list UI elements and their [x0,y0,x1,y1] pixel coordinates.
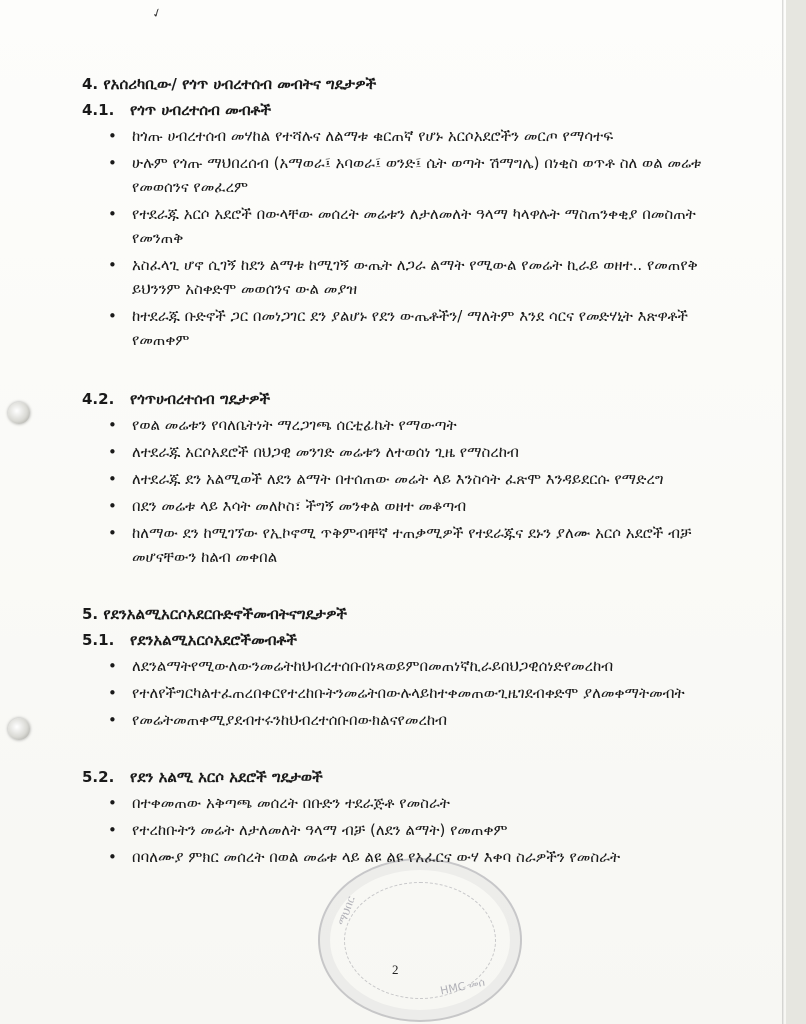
official-stamp [318,858,522,1022]
page-number: 2 [392,962,399,977]
section-number: 5.1. [82,631,115,649]
section-title: የደን አልሚ አርሶ አደሮች ግዴታወች [130,768,323,786]
list-item: • ከተደራጁ ቡድኖች ጋር በመነጋገር ደን ያልሆኑ የደን ውጤቶችን/ ማለትም እንደ ሳርና የመድሃኒት እጽዋቶች የመጠቀም [82,304,742,352]
section-5-2-heading [82,765,742,789]
section-5-1-list [82,654,742,732]
list-item: • ከለማው ደን ከሚገኘው የኢኮኖሚ ጥቅምብቸኛ ተጠቃሚዎች የተደራጁና ደኑን ያለሙ አርሶ አደሮች ብቻ መሆናቸውን ከልብ መቀበል [82,521,742,569]
section-title: የጎጥ ሀብረተሰብ መብቶች [130,101,272,119]
section-4-1-list [82,124,742,352]
pen-mark: ✓ [149,4,165,22]
section-4-1-heading [82,98,742,122]
list-item: • የወል መሬቱን የባለቤትነት ማረጋገጫ ሰርቲፊኬት የማውጣት [82,413,742,437]
list-item: • በደን መሬቱ ላይ እሳት መለኮስ፣ ችግኝ መንቀል ወዘተ መቆጣብ [82,494,742,518]
punch-hole-bottom [8,718,30,740]
punch-hole-top [8,402,30,424]
section-title: የደንአልሚአርሶአደሮችመብቶች [130,631,297,649]
list-item: • የተረከቡትን መሬት ለታለመለት ዓላማ ብቻ (ለደን ልማት) የመጠቀም [82,818,742,842]
list-item: • ሁሉም የጎጡ ማህበረሰብ (አማወራ፤ አባወራ፤ ወንድ፤ ሴት ወጣት ሽማግሌ) በነቂስ ወጥቶ ስለ ወል መሬቱ የመወሰንና የመፈረም [82,151,742,199]
list-item: • ከጎጡ ሀብረተሰብ መሃከል የተሻሉና ለልማቱ ቁርጠኛ የሆኑ አርሶአደሮችን መርጦ የማሳተፍ [82,124,742,148]
list-item: • ለደንልማትየሚውለውንመሬትከህብረተሰቡበነጻወይምበመጠነኛኪራይበህጋዊሰነድየመረከብ [82,654,742,678]
spacer [82,355,742,385]
section-title: የጎጥሀብረተሰብ ግዴታዎች [130,390,271,408]
list-item: • የመሬትመጠቀሚያደብተሩንከህብረተሰቡበውክልናየመረከብ [82,708,742,732]
list-item: • ለተደራጁ ደን አልሚወች ለደን ልማት በተሰጠው መሬት ላይ እንስሳት ፈጽሞ እንዳይደርሱ የማድረግ [82,467,742,491]
spacer [82,735,742,763]
stamp-text: HMC መሰ [439,975,487,998]
page-fold-line [782,0,784,1024]
list-item: • የተደራጁ አርሶ አደሮች በውላቸው መሰረት መሬቱን ለታለመለት ዓላማ ካላዋሉት ማስጠንቀቂያ በመስጠት የመንጠቅ [82,202,742,250]
page-edge-shadow [786,0,806,1024]
spacer [82,572,742,602]
list-item: • ለተደራጁ አርሶአደሮች በህጋዊ መንገድ መሬቱን ለተወሰነ ጊዜ የማስረከብ [82,440,742,464]
section-number: 4.2. [82,390,115,408]
list-item: • በተቀመጠው አቅጣጫ መሰረት በቡድን ተደራጅቶ የመስራት [82,791,742,815]
list-item: • በባለሙያ ምክር መሰረት በወል መሬቱ ላይ ልዩ ልዩ የአፈርና ውሃ እቀባ ስራዎችን የመስራት [82,845,742,869]
section-5-1-heading [82,628,742,652]
document-body [82,72,742,872]
section-4-2-heading [82,387,742,411]
section-number: 5.2. [82,768,115,786]
section-5-title: 5. የደንአልሚአርሶአደርቡድኖችመብትናግዴታዎች [82,605,348,623]
section-4-2-list [82,413,742,569]
list-item: • አስፈላጊ ሆኖ ሲገኝ ከደን ልማቱ ከሚገኝ ውጤት ለጋራ ልማት የሚውል የመሬት ኪራይ ወዘተ.. የመጠየቅ ይህንንም አስቀድሞ መወሰንና ውል መያዝ [82,253,742,301]
list-item: • የተለየችግርካልተፈጠረበቀርየተረከቡትንመሬትበውሉላይከተቀመጠውጊዜገደብቀድሞ ያለመቀማትመብት [82,681,742,705]
section-4-title: 4. የአሰሪካቢው/ የጎጥ ሀብረተሰብ መብትና ግዴታዎች [82,75,377,93]
section-number: 4.1. [82,101,115,119]
stamp-text: ማህበር [335,894,358,928]
